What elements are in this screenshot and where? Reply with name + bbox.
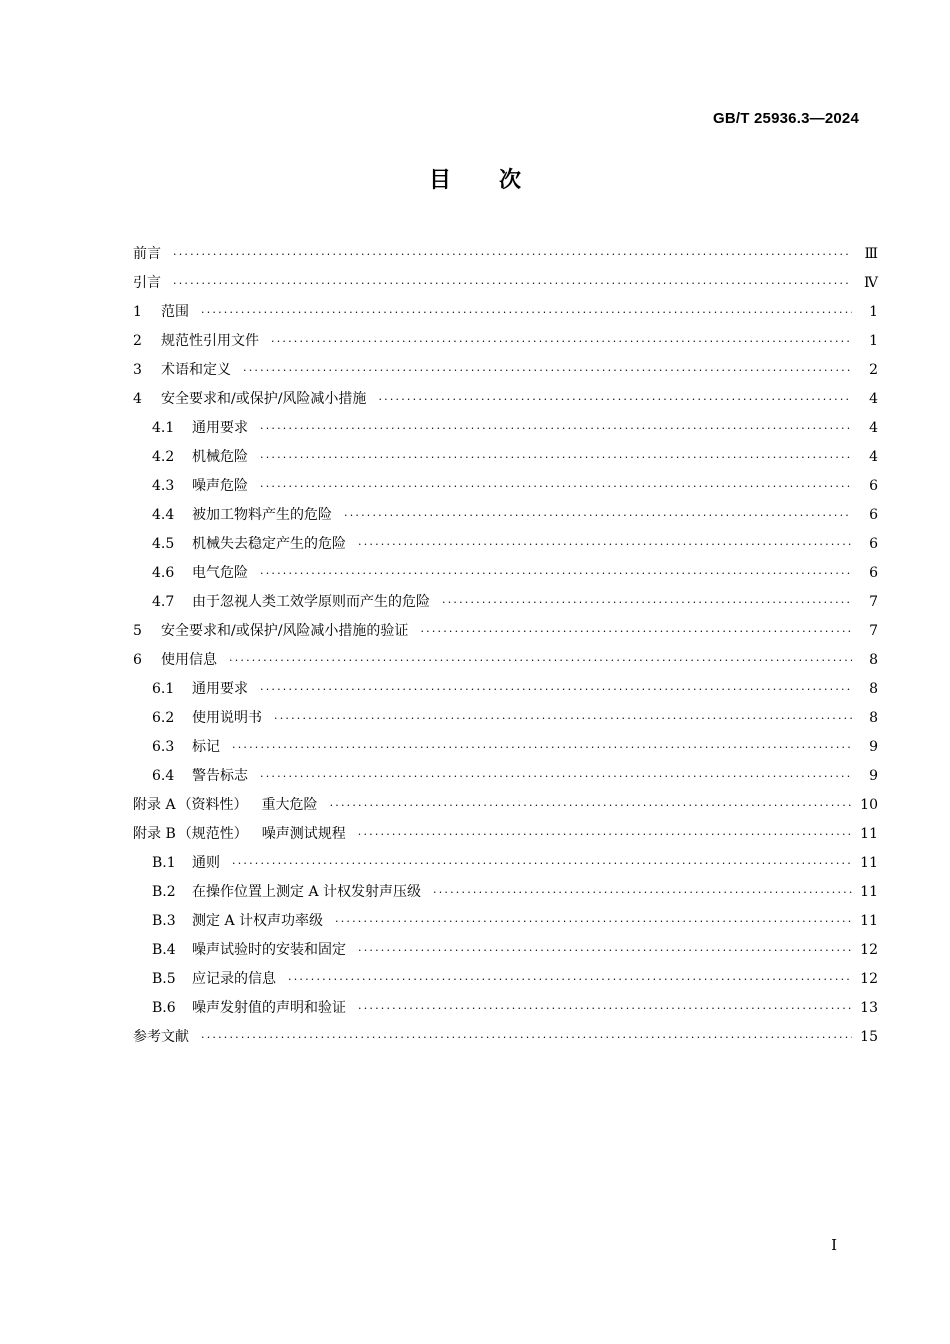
dot-leader [232, 849, 852, 878]
toc-entry-page: 4 [869, 391, 878, 407]
toc-entry-number: B.1 [152, 855, 176, 871]
toc-entry-page: 8 [869, 652, 878, 668]
toc-entry-page: 6 [869, 507, 878, 523]
toc-entry-label: 重大危险 [261, 797, 318, 813]
dot-leader [288, 965, 852, 994]
toc-entry-number: 4.6 [152, 565, 175, 581]
toc-entry-page: 6 [869, 536, 878, 552]
dot-leader [378, 385, 852, 414]
toc-entry[interactable] [133, 385, 878, 414]
toc-entry-page: 6 [869, 478, 878, 494]
toc-entry[interactable] [133, 849, 878, 878]
toc-entry-category: （规范性） [177, 826, 248, 842]
toc-entry[interactable] [133, 269, 878, 298]
toc-entry[interactable] [133, 298, 878, 327]
toc-entry[interactable] [133, 559, 878, 588]
dot-leader [260, 762, 852, 791]
toc-entry[interactable] [133, 675, 878, 704]
toc-entry[interactable] [133, 472, 878, 501]
dot-leader [358, 994, 852, 1023]
toc-entry-label: 通用要求 [192, 420, 248, 436]
toc-entry[interactable] [133, 965, 878, 994]
page-folio: Ⅰ [831, 1236, 837, 1254]
toc-entry-page: 11 [860, 913, 878, 929]
toc-entry[interactable] [133, 936, 878, 965]
toc-entry-label: 被加工物料产生的危险 [192, 507, 332, 523]
toc-title-char-1: 目 [428, 168, 451, 193]
toc-entry[interactable] [133, 240, 878, 269]
document-number: GB/T 25936.3—2024 [713, 110, 859, 127]
toc-entry-label: 电气危险 [192, 565, 248, 581]
toc-entry-page: 11 [860, 855, 878, 871]
toc-entry[interactable] [133, 414, 878, 443]
dot-leader [420, 617, 852, 646]
toc-entry[interactable] [133, 820, 878, 849]
dot-leader [358, 820, 852, 849]
toc-entry-number: 6.3 [152, 739, 175, 755]
toc-entry-number: 6 [133, 652, 142, 668]
toc-entry-number: 4.5 [152, 536, 175, 552]
toc-entry-label: 警告标志 [192, 768, 248, 784]
toc-entry-label: 前言 [133, 246, 161, 262]
dot-leader [335, 907, 852, 936]
dot-leader [358, 936, 852, 965]
toc-entry[interactable] [133, 791, 878, 820]
toc-entry-category: （资料性） [177, 797, 248, 813]
toc-entry-page: 12 [860, 942, 878, 958]
toc-entry-label: 应记录的信息 [192, 971, 276, 987]
toc-entry-number: 4.7 [152, 594, 175, 610]
toc-entry-number: 5 [133, 623, 142, 639]
toc-entry-label: 噪声危险 [192, 478, 248, 494]
toc-entry-number: 4.2 [152, 449, 175, 465]
dot-leader [344, 501, 852, 530]
toc-entry[interactable] [133, 907, 878, 936]
toc-entry-page: 8 [869, 710, 878, 726]
toc-entry-number: 附录 B [133, 826, 176, 842]
toc-entry-number: 附录 A [133, 797, 176, 813]
toc-entry-page: 4 [869, 449, 878, 465]
dot-leader [260, 675, 852, 704]
toc-entry[interactable] [133, 327, 878, 356]
toc-entry-number: B.2 [152, 884, 176, 900]
toc-entry[interactable] [133, 994, 878, 1023]
toc-entry-number: B.5 [152, 971, 176, 987]
toc-entry-page: 9 [869, 739, 878, 755]
toc-entry-label: 引言 [133, 275, 161, 291]
toc-entry-number: 6.4 [152, 768, 175, 784]
toc-entry-number: 1 [133, 304, 142, 320]
toc-entry-page: 6 [869, 565, 878, 581]
dot-leader [173, 240, 852, 269]
dot-leader [201, 298, 852, 327]
dot-leader [229, 646, 852, 675]
toc-entry-page: 9 [869, 768, 878, 784]
toc-entry-label: 噪声测试规程 [261, 826, 346, 842]
dot-leader [260, 443, 852, 472]
toc-entry-label: 标记 [192, 739, 220, 755]
dot-leader [201, 1023, 852, 1052]
dot-leader [260, 414, 852, 443]
toc-entry-page: 1 [869, 304, 878, 320]
toc-entry[interactable] [133, 588, 878, 617]
toc-title [0, 163, 950, 194]
toc-entry-number: 6.1 [152, 681, 175, 697]
toc-entry[interactable] [133, 762, 878, 791]
dot-leader [442, 588, 852, 617]
toc-entry-number: 4.3 [152, 478, 175, 494]
toc-entry-label: 范围 [161, 304, 189, 320]
toc-entry[interactable] [133, 733, 878, 762]
toc-entry-page: Ⅳ [864, 275, 878, 291]
toc-entry-page: 7 [869, 594, 878, 610]
toc-entry-label: 噪声发射值的声明和验证 [192, 1000, 346, 1016]
toc-entry-label: 参考文献 [133, 1029, 189, 1045]
toc-entry-number: B.4 [152, 942, 176, 958]
toc-entry-page: 7 [869, 623, 878, 639]
toc-entry-number: 4.1 [152, 420, 175, 436]
toc-entry-page: 1 [869, 333, 878, 349]
toc-entry-number: 2 [133, 333, 142, 349]
toc-entry-page: 13 [860, 1000, 878, 1016]
dot-leader [260, 472, 852, 501]
toc-entry-page: 10 [860, 797, 878, 813]
toc-entry-label: 安全要求和/或保护/风险减小措施的验证 [161, 623, 409, 639]
dot-leader [260, 559, 852, 588]
dot-leader [243, 356, 852, 385]
dot-leader [274, 704, 852, 733]
toc-entry-label: 使用信息 [161, 652, 217, 668]
toc-entry[interactable] [133, 878, 878, 907]
toc-entry[interactable] [133, 617, 878, 646]
table-of-contents [133, 240, 878, 1052]
toc-entry-number: 4 [133, 391, 142, 407]
toc-entry-label: 术语和定义 [161, 362, 231, 378]
toc-entry-label: 机械危险 [192, 449, 248, 465]
toc-title-char-2: 次 [499, 168, 522, 193]
toc-entry-page: 15 [860, 1029, 878, 1045]
toc-entry-page: 11 [860, 826, 878, 842]
dot-leader [173, 269, 852, 298]
toc-entry-number: B.6 [152, 1000, 176, 1016]
toc-entry-page: Ⅲ [864, 246, 878, 262]
dot-leader [330, 791, 852, 820]
toc-entry-label: 规范性引用文件 [161, 333, 259, 349]
toc-entry-page: 4 [869, 420, 878, 436]
toc-entry-label: 机械失去稳定产生的危险 [192, 536, 346, 552]
toc-entry[interactable] [133, 501, 878, 530]
toc-entry-number: 3 [133, 362, 142, 378]
toc-entry-label: 通用要求 [192, 681, 248, 697]
dot-leader [358, 530, 852, 559]
toc-entry-page: 2 [869, 362, 878, 378]
toc-entry[interactable] [133, 530, 878, 559]
toc-entry-page: 8 [869, 681, 878, 697]
toc-entry-number: B.3 [152, 913, 176, 929]
toc-entry[interactable] [133, 356, 878, 385]
toc-entry-number: 6.2 [152, 710, 175, 726]
toc-entry-number: 4.4 [152, 507, 175, 523]
toc-entry[interactable] [133, 443, 878, 472]
toc-entry-label: 使用说明书 [192, 710, 262, 726]
toc-entry-label: 由于忽视人类工效学原则而产生的危险 [192, 594, 430, 610]
toc-entry-label: 通则 [192, 855, 220, 871]
toc-entry-label: 测定 A 计权声功率级 [192, 913, 324, 929]
dot-leader [433, 878, 852, 907]
toc-entry-page: 12 [860, 971, 878, 987]
toc-entry-label: 噪声试验时的安装和固定 [192, 942, 346, 958]
toc-entry-page: 11 [860, 884, 878, 900]
dot-leader [271, 327, 852, 356]
toc-entry[interactable] [133, 704, 878, 733]
toc-entry-label: 安全要求和/或保护/风险减小措施 [161, 391, 367, 407]
dot-leader [232, 733, 852, 762]
toc-entry[interactable] [133, 1023, 878, 1052]
toc-entry[interactable] [133, 646, 878, 675]
toc-entry-label: 在操作位置上测定 A 计权发射声压级 [192, 884, 422, 900]
